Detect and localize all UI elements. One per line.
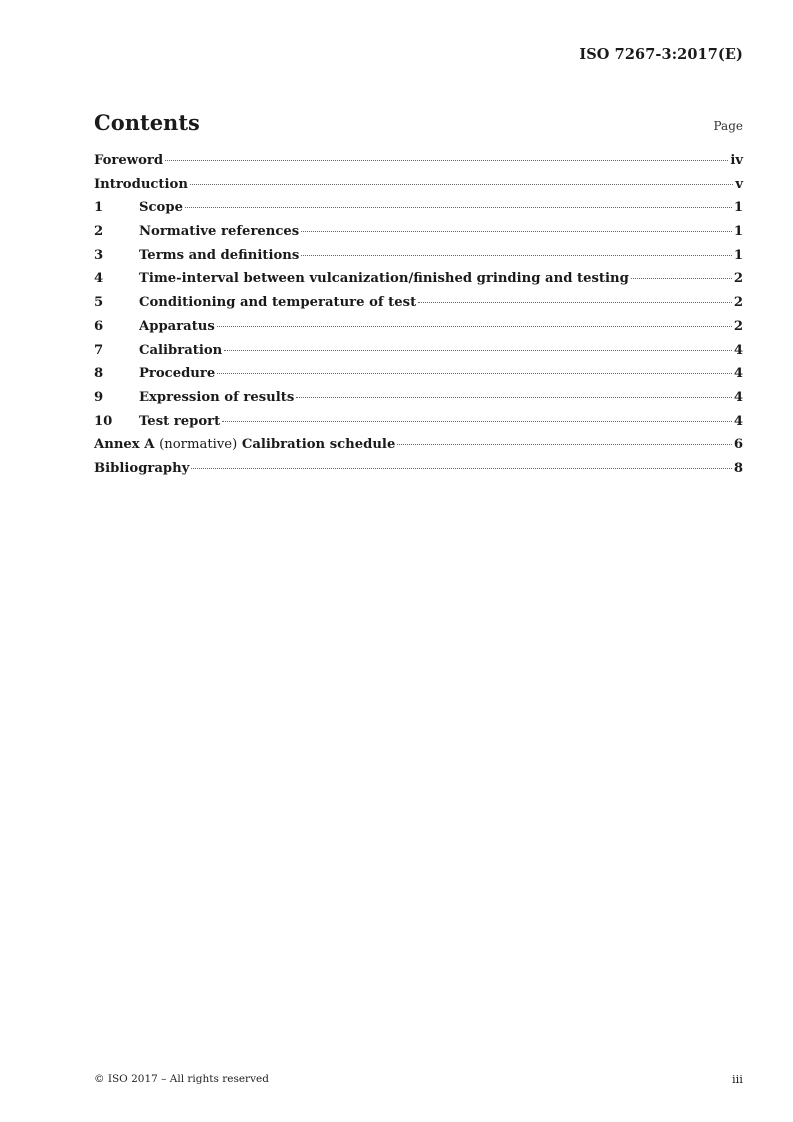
toc-entry-page: 1	[733, 200, 743, 216]
toc-leader-dots	[418, 302, 732, 303]
toc-entry-expression-of-results[interactable]	[94, 390, 743, 414]
toc-entry-calibration[interactable]	[94, 343, 743, 367]
toc-entry-normative-references[interactable]	[94, 224, 743, 248]
toc-entry-terms-and-definitions[interactable]	[94, 248, 743, 272]
toc-leader-dots	[165, 160, 728, 161]
toc-entry-bibliography[interactable]	[94, 461, 743, 485]
toc-entry-foreword[interactable]	[94, 153, 743, 177]
toc-leader-dots	[397, 444, 731, 445]
toc-entry-page: 8	[733, 460, 743, 476]
toc-entry-scope[interactable]	[94, 200, 743, 224]
toc-entry-page: 1	[733, 247, 743, 263]
toc-entry-apparatus[interactable]	[94, 319, 743, 343]
toc-entry-page: 4	[733, 366, 743, 382]
toc-leader-dots	[190, 184, 733, 185]
annex-type: (normative)	[159, 437, 238, 453]
toc-entry-title: Scope	[139, 200, 183, 216]
toc-leader-dots	[296, 397, 732, 398]
toc-entry-title: Normative references	[139, 224, 300, 240]
toc-entry-number: 5	[94, 295, 104, 311]
contents-title: Contents	[94, 110, 200, 135]
toc-entry-number: 7	[94, 342, 104, 358]
toc-leader-dots	[191, 468, 731, 469]
page-number: iii	[731, 1072, 743, 1086]
toc-entry-title: Procedure	[139, 366, 216, 382]
toc-entry-test-report[interactable]	[94, 414, 743, 438]
toc-entry-page: 2	[733, 295, 743, 311]
toc-entry-title: Terms and definitions	[139, 247, 300, 263]
toc-entry-title: Apparatus	[139, 318, 215, 334]
toc-entry-page: v	[735, 176, 743, 192]
toc-entry-number: 8	[94, 366, 104, 382]
toc-leader-dots	[217, 373, 732, 374]
toc-entry-page: 4	[733, 413, 743, 429]
toc-leader-dots	[631, 278, 732, 279]
copyright-notice: © ISO 2017 – All rights reserved	[94, 1073, 269, 1085]
toc-entry-page: 1	[733, 224, 743, 240]
toc-entry-number: 10	[94, 413, 113, 429]
toc-entry-page: 6	[733, 437, 743, 453]
toc-leader-dots	[301, 231, 732, 232]
toc-entry-procedure[interactable]	[94, 366, 743, 390]
toc-entry-title: Introduction	[94, 176, 188, 192]
toc-entry-number: 6	[94, 318, 104, 334]
toc-entry-title: Test report	[139, 413, 221, 429]
toc-entry-number: 9	[94, 389, 104, 405]
toc-entry-annex-a[interactable]	[94, 437, 743, 461]
toc-entry-title: Expression of results	[139, 389, 295, 405]
toc-entry-title: Calibration	[139, 342, 223, 358]
toc-entry-number: 1	[94, 200, 104, 216]
toc-entry-number: 4	[94, 271, 104, 287]
toc-entry-time-interval[interactable]	[94, 271, 743, 295]
toc-leader-dots	[222, 421, 732, 422]
document-id: ISO 7267-3:2017(E)	[579, 46, 743, 63]
toc-entry-page: 2	[733, 318, 743, 334]
toc-entry-title: Time-interval between vulcanization/finished grinding and testing	[139, 271, 629, 287]
toc-entry-page: 4	[733, 389, 743, 405]
toc-entry-page: 4	[733, 342, 743, 358]
toc-entry-page: 2	[733, 271, 743, 287]
page-column-label: Page	[713, 119, 743, 133]
table-of-contents	[94, 153, 743, 485]
toc-leader-dots	[217, 326, 732, 327]
contents-header	[94, 110, 743, 140]
toc-entry-page: iv	[730, 153, 743, 168]
toc-entry-number: 2	[94, 224, 104, 240]
toc-leader-dots	[301, 255, 732, 256]
toc-entry-title	[94, 437, 395, 452]
toc-entry-conditioning[interactable]	[94, 295, 743, 319]
annex-label: Annex A	[94, 437, 155, 453]
toc-leader-dots	[224, 350, 732, 351]
toc-entry-title: Conditioning and temperature of test	[139, 295, 417, 311]
toc-entry-number: 3	[94, 247, 104, 263]
toc-entry-title: Bibliography	[94, 460, 190, 476]
annex-title: Calibration schedule	[241, 437, 396, 453]
toc-entry-title: Foreword	[94, 153, 164, 168]
toc-entry-introduction[interactable]	[94, 177, 743, 201]
toc-leader-dots	[185, 207, 732, 208]
